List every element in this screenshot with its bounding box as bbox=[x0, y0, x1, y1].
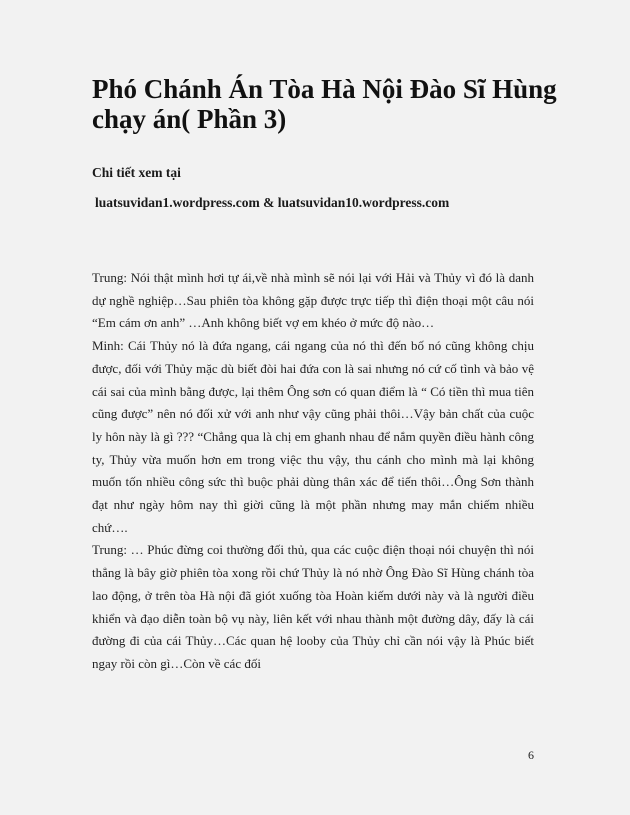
paragraph-minh: Minh: Cái Thủy nó là đứa ngang, cái ngang của nó thì đến bố nó cũng không chịu được, đối với Thủy mặc dù biết đòi hai đứa con là sai nhưng nó cứ cố tình và bảo vệ cái sai của mình bằng được, lại thêm Ông sơn có quan điểm là “ Có tiền thì mua tiên cũng được” nên nó đối xử với anh như vậy cũng phải thôi…Vậy bản chất của cuộc ly hôn này là gì ??? “Chẳng qua là chị em ghanh nhau để nắm quyền điều hành công ty, Thủy vừa muốn hơn em trong việc thu vậy, thu cánh cho mình mà lại không muốn tốn nhiều công sức thì buộc phải dùng thân xác để tiến thôi…Ông Sơn thành đạt như ngày hôm nay thì giời cũng là một phần nhưng may mắn chiếm nhiều chứ…. bbox=[92, 338, 534, 535]
detail-label: Chi tiết xem tại bbox=[92, 165, 181, 180]
paragraph-trung-2: Trung: … Phúc đừng coi thường đối thủ, qua các cuộc điện thoại nói chuyện thì nói thẳng là bây giờ phiên tòa xong rồi chứ Thủy là nó nhờ Ông Đào Sĩ Hùng chánh tòa lao động, ở trên tòa Hà nội đã giót xuống tòa Hoàn kiếm dưới này và là người điều khiển và đạo diễn toàn bộ vụ này, liên kết với nhau thành một đường dây, đấy là cái đường đi của cái Thủy…Các quan hệ looby của Thủy chỉ cần nói vậy là Phúc biết ngay rồi còn gì…Còn về các đối bbox=[92, 542, 534, 671]
page-number: 6 bbox=[528, 748, 534, 762]
paragraph-trung-1: Trung: Nói thật mình hơi tự ái,về nhà mình sẽ nói lại với Hải và Thủy vì đó là danh dự nghề nghiệp…Sau phiên tòa không gặp được trực tiếp thì điện thoại một câu nói “Em cám ơn anh” …Anh không biết vợ em khéo ở mức độ nào… bbox=[92, 270, 534, 331]
body-text bbox=[92, 267, 534, 676]
source-links: luatsuvidan1.wordpress.com & luatsuvidan10.wordpress.com bbox=[95, 195, 450, 210]
document-title: Phó Chánh Án Tòa Hà Nội Đào Sĩ Hùng chạy án( Phần 3) bbox=[92, 74, 557, 134]
